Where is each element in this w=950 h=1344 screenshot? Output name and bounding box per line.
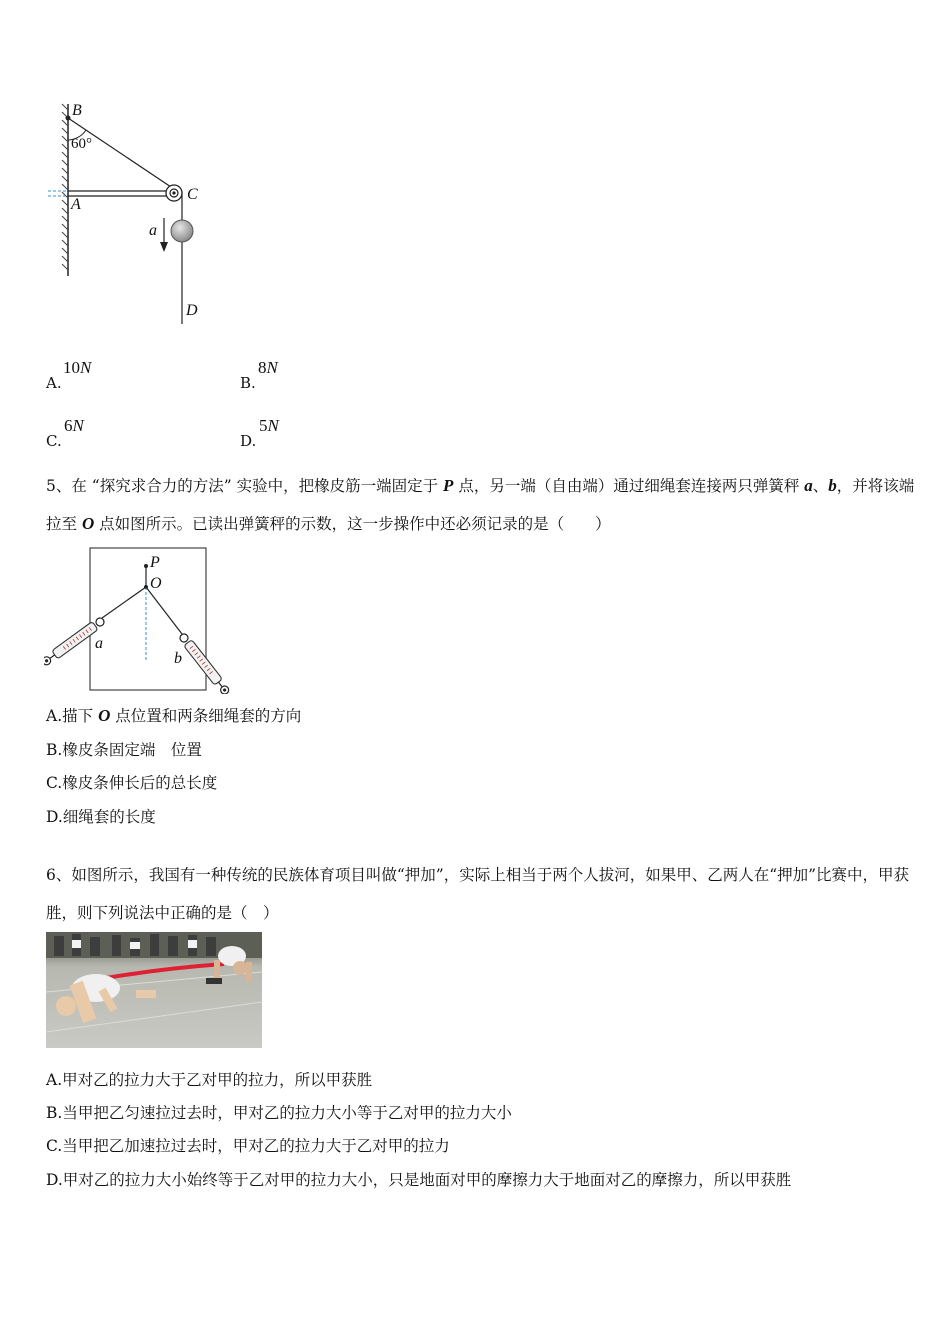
label-angle-60: 60°: [71, 136, 92, 152]
label-acceleration-a: a: [149, 222, 157, 239]
option-letter: B.: [240, 374, 256, 392]
q6-question-text: 6、如图所示，我国有一种传统的民族体育项目叫做“押加”，实际上相当于两个人拔河，如果甲、乙两人在“押加”比赛中，甲获胜，则下列说法中正确的是（ ）: [46, 866, 910, 922]
option-value: [258, 358, 278, 378]
figure-spring-scales: [44, 544, 234, 694]
q5-option-d[interactable]: [46, 805, 156, 827]
label-point-P: P: [150, 554, 160, 571]
q5-option-b[interactable]: [46, 738, 202, 760]
q4-option-b[interactable]: [240, 358, 390, 392]
q6-option-d[interactable]: D.甲对乙的拉力大小始终等于乙对甲的拉力大小，只是地面对甲的摩擦力大于地面对乙的摩擦力，所以甲获胜: [46, 1171, 792, 1189]
option-number: 8: [258, 358, 267, 377]
option-number: 10: [63, 358, 80, 377]
option-number: 6: [64, 416, 73, 435]
label-point-O: O: [150, 575, 162, 592]
figure-pulley-diagram: [40, 96, 230, 332]
q5-option-a[interactable]: [46, 704, 301, 726]
q5-var-b: b: [828, 476, 837, 495]
q5-text-part: 5、在 “探究求合力的方法” 实验中，把橡皮筋一端固定于: [46, 477, 443, 495]
option-text: D.细绳套的长度: [46, 808, 156, 826]
q5-text-part: 点，另一端（自由端）通过细绳套连接两只弹簧秤: [453, 477, 805, 495]
option-letter: D.: [240, 432, 257, 450]
q4-option-a[interactable]: [46, 358, 196, 392]
option-value: [63, 358, 91, 378]
q5-text-part: ，并将该端拉至: [46, 477, 915, 533]
option-letter: C.: [46, 432, 62, 450]
label-scale-a: a: [95, 635, 103, 652]
option-value: [64, 416, 84, 436]
q6-option-a[interactable]: A.甲对乙的拉力大于乙对甲的拉力，所以甲获胜: [46, 1071, 373, 1089]
option-number: 5: [259, 416, 268, 435]
q5-var-o: O: [81, 514, 95, 533]
yajia-photo: [46, 932, 262, 1048]
option-unit: N: [80, 358, 92, 377]
option-text: C.橡皮条伸长后的总长度: [46, 774, 218, 792]
option-value: [259, 416, 279, 436]
q5-sep: 、: [812, 477, 829, 495]
q6-option-c[interactable]: C.当甲把乙加速拉过去时，甲对乙的拉力大于乙对甲的拉力: [46, 1137, 450, 1155]
label-scale-b: b: [174, 650, 182, 667]
q5-var-a: a: [804, 476, 813, 495]
q5-question-text: [46, 467, 916, 543]
label-point-B: B: [72, 102, 82, 119]
q4-option-d[interactable]: [240, 416, 390, 450]
option-text: 点位置和两条细绳套的方向: [110, 707, 302, 725]
q5-text-part: 点如图所示。已读出弹簧秤的示数，这一步操作中还必须记录的是（ ）: [94, 515, 611, 533]
option-unit: N: [266, 358, 278, 377]
label-point-C: C: [187, 186, 198, 203]
option-text: B.橡皮条固定端 位置: [46, 741, 202, 759]
q6-option-b[interactable]: B.当甲把乙匀速拉过去时，甲对乙的拉力大小等于乙对甲的拉力大小: [46, 1104, 512, 1122]
q4-option-c[interactable]: [46, 416, 196, 450]
option-var: O: [98, 706, 111, 725]
label-point-D: D: [186, 302, 198, 319]
option-letter: A.: [46, 374, 62, 392]
q5-option-c[interactable]: [46, 771, 217, 793]
option-unit: N: [72, 416, 84, 435]
q5-var-p: P: [443, 476, 454, 495]
label-point-A: A: [71, 196, 81, 213]
option-text: A.描下: [46, 707, 99, 725]
option-unit: N: [267, 416, 279, 435]
